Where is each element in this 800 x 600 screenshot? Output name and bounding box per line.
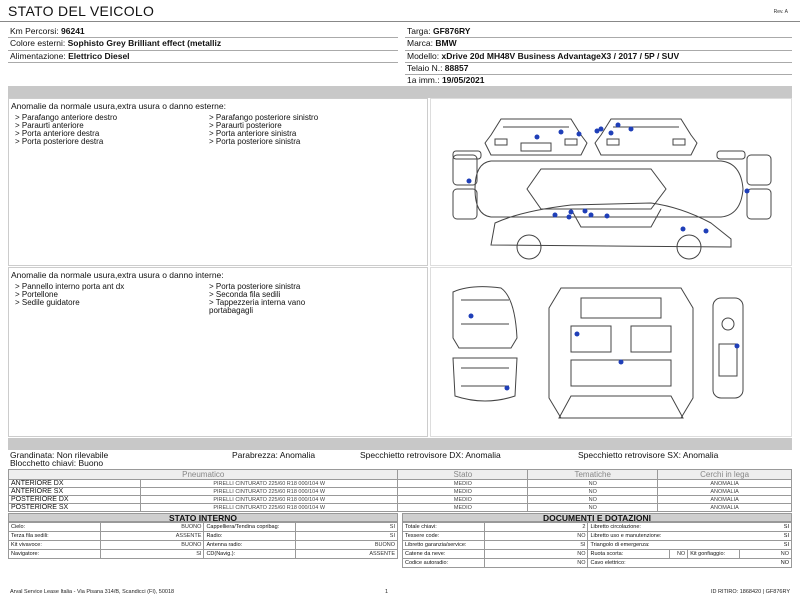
status-header: Stato — [398, 470, 528, 480]
table-row: POSTERIORE DX PIRELLI CINTURATO 225/60 R18 000/104 W MEDIO NO ANOMALIA — [9, 496, 792, 504]
interior-cabin-view — [549, 288, 693, 418]
list-item: > Porta posteriore sinistra — [209, 137, 301, 146]
list-item: > Porta posteriore destra — [15, 137, 104, 146]
tyres-table — [8, 469, 792, 512]
table-row: POSTERIORE SX PIRELLI CINTURATO 225/60 R18 000/104 W MEDIO NO ANOMALIA — [9, 504, 792, 512]
registration-row: 1a imm.: 19/05/2021 — [405, 75, 792, 87]
car-front-view — [453, 119, 587, 159]
windshield-status: Parabrezza: Anomalia — [232, 450, 316, 460]
table-row: Codice autoradio: NO Cavo elettrico: NO — [403, 559, 792, 568]
table-row: ANTERIORE SX PIRELLI CINTURATO 225/60 R18 000/104 W MEDIO NO ANOMALIA — [9, 488, 792, 496]
car-side-view — [491, 203, 731, 259]
table-row: ANTERIORE DX PIRELLI CINTURATO 225/60 R18 000/104 W MEDIO NO ANOMALIA — [9, 480, 792, 488]
internal-damage-list-2 — [209, 283, 305, 315]
page-title: STATO DEL VEICOLO — [8, 3, 155, 19]
model-row: Modello: xDrive 20d MH48V Business AdvantageX3 / 2017 / 5P / SUV — [405, 51, 792, 63]
list-item: portabagagli — [209, 306, 254, 315]
km-row: Km Percorsi: 96241 — [8, 26, 398, 38]
list-item: > Seconda fila sedili — [209, 290, 281, 299]
color-value: Sophisto Grey Brilliant effect (metalliz — [67, 38, 222, 49]
table-row: Tessere code: NO Libretto uso e manutenzione: SI — [403, 532, 792, 541]
section-band — [8, 438, 792, 450]
interior-status-table — [8, 522, 398, 559]
table-row: Totale chiavi: 2 Libretto circolazione: SI — [403, 523, 792, 532]
km-value: 96241 — [61, 26, 85, 36]
table-row: Navigatore: SI CD(Navig.): ASSENTE — [9, 550, 398, 559]
chassis-value: 88857 — [444, 62, 469, 73]
internal-damage-panel — [8, 267, 428, 437]
footer-page-number: 1 — [385, 589, 389, 595]
list-item: > Pannello interno porta ant dx — [15, 282, 125, 291]
list-item: > Portellone — [15, 290, 58, 299]
model-value: xDrive 20d MH48V Business AdvantageX3 / 2017 / 5P / SUV — [441, 50, 680, 61]
external-car-diagram — [430, 98, 792, 266]
vehicle-info-left — [8, 26, 398, 63]
interior-seats-view — [453, 287, 517, 401]
fuel-value: Elettrico Diesel — [68, 50, 130, 61]
list-item: > Porta posteriore sinistra — [209, 282, 301, 291]
table-row: Terza fila sedili: ASSENTE Radio: SI — [9, 532, 398, 541]
plate-row: Targa: GF876RY — [405, 26, 792, 38]
registration-value: 19/05/2021 — [441, 75, 485, 86]
footer-pickup-id: ID RITIRO: 1868420 | GF876RY — [711, 589, 790, 595]
rims-header: Cerchi in lega — [658, 470, 792, 480]
documents-title: DOCUMENTI E DOTAZIONI — [402, 513, 792, 522]
color-row: Colore esterni: Sophisto Grey Brilliant effect (metalliz — [8, 38, 398, 50]
internal-car-diagram — [430, 267, 792, 437]
tyre-header: Pneumatico — [9, 470, 398, 480]
title-divider — [0, 21, 800, 22]
internal-damage-title: Anomalie da normale usura,extra usura o danno interne: — [11, 270, 224, 280]
list-item: > Paraurti posteriore — [209, 121, 282, 130]
table-row: Kit vivavoce: BUONO Antenna radio: BUONO — [9, 541, 398, 550]
external-damage-list-1 — [15, 114, 117, 146]
table-row: Catene da neve: NO Ruota scorta: NO Kit gonfiaggio: NO — [403, 550, 792, 559]
table-row: Libretto garanzia/service: SI Triangolo di emergenza: SI — [403, 541, 792, 550]
mirror-dx-status: Specchietto retrovisore DX: Anomalia — [360, 450, 501, 460]
external-damage-list-2 — [209, 114, 318, 146]
chassis-row: Telaio N.: 88857 — [405, 63, 792, 75]
key-lock-status: Blocchetto chiavi: Buono — [10, 458, 104, 468]
section-band — [8, 86, 792, 98]
issues-header: Tematiche — [528, 470, 658, 480]
list-item: > Parafango posteriore sinistro — [209, 113, 319, 122]
external-damage-panel — [8, 98, 428, 266]
list-item: > Tappezzeria interna vano — [209, 298, 306, 307]
internal-damage-list-1 — [15, 283, 124, 307]
revision-label: Rev. A — [773, 9, 788, 15]
external-damage-title: Anomalie da normale usura,extra usura o danno esterne: — [11, 101, 226, 111]
list-item: > Parafango anteriore destro — [15, 113, 118, 122]
interior-status-title: STATO INTERNO — [8, 513, 398, 522]
list-item: > Sedile guidatore — [15, 298, 80, 307]
brand-row: Marca: BMW — [405, 38, 792, 50]
list-item: > Porta anteriore sinistra — [209, 129, 297, 138]
footer-company: Arval Service Lease Italia - Via Pisana 314/B, Scandicci (FI), 50018 — [10, 589, 175, 595]
vehicle-info-right — [405, 26, 792, 87]
car-top-view — [453, 155, 771, 219]
mirror-sx-status: Specchietto retrovisore SX: Anomalia — [578, 450, 719, 460]
plate-value: GF876RY — [433, 26, 471, 36]
documents-table — [402, 522, 792, 568]
list-item: > Porta anteriore destra — [15, 129, 100, 138]
list-item: > Paraurti anteriore — [15, 121, 84, 130]
fuel-row: Alimentazione: Elettrico Diesel — [8, 51, 398, 63]
brand-value: BMW — [435, 38, 457, 49]
table-row: Cielo: BUONO Cappelliera/Tendina copribag: SI — [9, 523, 398, 532]
hail-status: Grandinata: Non rilevabile — [10, 450, 109, 460]
table-header-row — [9, 470, 792, 480]
